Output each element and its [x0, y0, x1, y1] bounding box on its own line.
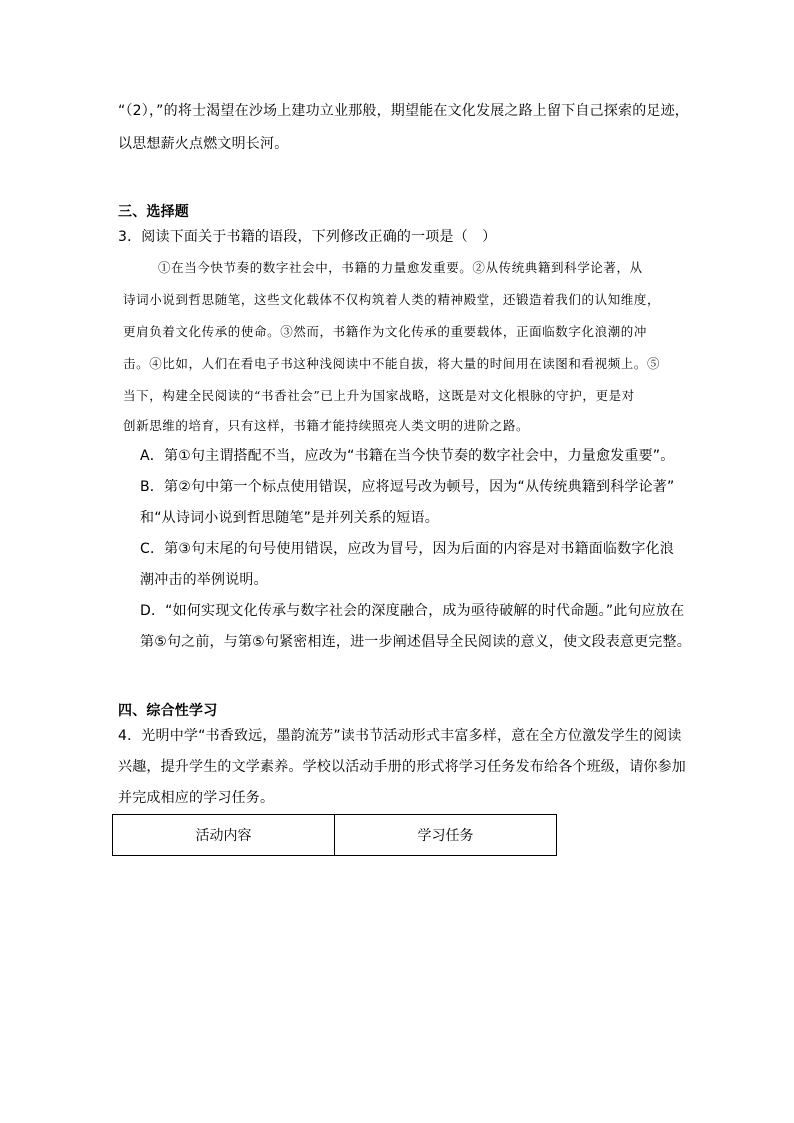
top-paragraph-line-2: 以思想薪火点燃文明长河。	[118, 136, 289, 152]
table-header-activity-content: 活动内容	[113, 815, 335, 856]
option-b-continued: 和“从诗词小说到哲思随笔”是并列关系的短语。	[140, 510, 439, 526]
passage-line: 当下，构建全民阅读的“书香社会”已上升为国家战略，这既是对文化根脉的守护，更是对	[123, 388, 635, 403]
option-d-continued: 第⑤句之前，与第⑤句紧密相连，进一步阐述倡导全民阅读的意义，使文段表意更完整。	[140, 634, 691, 650]
top-paragraph-line-1: “（2），”的将士渴望在沙场上建功立业那般，期望能在文化发展之路上留下自己探索的足迹，	[118, 103, 690, 119]
passage-line: 创新思维的培育，只有这样，书籍才能持续照亮人类文明的进阶之路。	[123, 418, 530, 433]
passage-line: 更肩负着文化传承的使命。③然而，书籍作为文化传承的重要载体，正面临数字化浪潮的冲	[123, 324, 648, 339]
option-a[interactable]: A．第①句主谓搭配不当，应改为“书籍在当今快节奏的数字社会中，力量愈发重要”。	[140, 448, 675, 464]
activity-task-table	[112, 814, 557, 856]
option-c-continued: 潮冲击的举例说明。	[140, 572, 268, 588]
question-4-line: 4．光明中学“书香致远，墨韵流芳”读书节活动形式丰富多样，意在全方位激发学生的阅读	[118, 728, 682, 744]
table-header-row	[113, 815, 557, 856]
question-3-stem: 3．阅读下面关于书籍的语段，下列修改正确的一项是（ ）	[118, 229, 497, 245]
question-4-line: 并完成相应的学习任务。	[118, 790, 275, 806]
passage-line: ①在当今快节奏的数字社会中，书籍的力量愈发重要。②从传统典籍到科学论著，从	[158, 260, 643, 275]
option-c[interactable]: C．第③句末尾的句号使用错误，应改为冒号，因为后面的内容是对书籍面临数字化浪	[140, 541, 674, 557]
section-3-heading: 三、选择题	[118, 204, 189, 220]
section-4-heading: 四、综合性学习	[118, 703, 218, 719]
option-d[interactable]: D．“如何实现文化传承与数字社会的深度融合，成为亟待破解的时代命题。”此句应放在	[140, 603, 685, 619]
option-b[interactable]: B．第②句中第一个标点使用错误，应将逗号改为顿号，因为“从传统典籍到科学论著”	[140, 479, 675, 495]
passage-line: 诗词小说到哲思随笔，这些文化载体不仅构筑着人类的精神殿堂，还锻造着我们的认知维度，	[123, 292, 661, 307]
table-header-learning-task: 学习任务	[335, 815, 557, 856]
question-4-line: 兴趣，提升学生的文学素养。学校以活动手册的形式将学习任务发布给各个班级，请你参加	[118, 759, 686, 775]
passage-line: 击。④比如，人们在看电子书这种浅阅读中不能自拔，将大量的时间用在读图和看视频上。⑤	[123, 356, 661, 371]
